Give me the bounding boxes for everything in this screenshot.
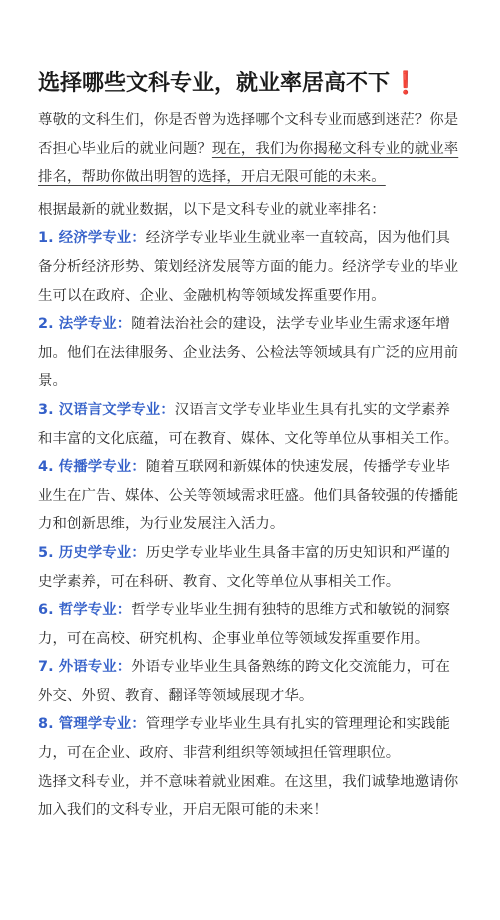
item-title: 5. 历史学专业： [38,544,146,561]
item-title: 1. 经济学专业： [38,230,146,247]
item-title: 4. 传播学专业： [38,459,146,476]
list-item-economics [38,224,464,310]
intro-text: 尊敬的文科生们，你是否曾为选择哪个文科专业而感到迷茫？你是否担心毕业后的就业问题？ [38,112,459,157]
item-title: 3. 汉语言文学专业： [38,401,175,418]
item-text: 汉语言文学专业毕业生具有扎实的文学素养和丰富的文化底蕴，可在教育、媒体、文化等单位从事相关工作。 [38,401,459,447]
page-title [38,69,419,99]
item-text: 历史学专业毕业生具备丰富的历史知识和严谨的史学素养，可在科研、教育、文化等单位从事相关工作。 [38,544,451,590]
list-item-history [38,539,464,596]
item-text: 外语专业毕业生具备熟练的跨文化交流能力，可在外交、外贸、教育、翻译等领域展现才华。 [38,659,451,704]
item-text: 随着法治社会的建设，法学专业毕业生需求逐年增加。他们在法律服务、企业法务、公检法等领域具有广泛的应用前景。 [38,316,459,390]
item-text: 随着互联网和新媒体的快速发展，传播学专业毕业生在广告、媒体、公关等领域需求旺盛。他们具备较强的传播能力和创新思维，为行业发展注入活力。 [38,459,459,533]
list-item-foreign-languages [38,653,464,710]
item-title: 2. 法学专业： [38,316,132,333]
list-item-law [38,310,464,396]
item-title: 6. 哲学专业： [38,602,132,619]
page-title-text: 选择哪些文科专业，就业率居高不下 [38,70,391,96]
intro-paragraph [38,106,464,192]
item-text: 经济学专业毕业生就业率一直较高，因为他们具备分析经济形势、策划经济发展等方面的能力。经济学专业的毕业生可以在政府、企业、金融机构等领域发挥重要作用。 [38,230,459,304]
item-text: 哲学专业毕业生拥有独特的思维方式和敏锐的洞察力，可在高校、研究机构、企事业单位等领域发挥重要作用。 [38,602,451,647]
list-item-philosophy [38,596,464,653]
closing-paragraph: 选择文科专业，并不意味着就业困难。在这里，我们诚挚地邀请你加入我们的文科专业，开启无限可能的未来！ [38,773,459,819]
lead-paragraph: 根据最新的就业数据，以下是文科专业的就业率排名： [38,201,386,218]
item-title: 7. 外语专业： [38,659,132,676]
item-title: 8. 管理学专业： [38,716,146,733]
intro-underlined-text: 现在，我们为你揭秘文科专业的就业率排名，帮助你做出明智的选择，开启无限可能的未来。 [38,140,459,186]
exclamation-icon: ❗ [392,70,420,96]
list-item-chinese-literature [38,396,464,453]
item-text: 管理学专业毕业生具有扎实的管理理论和实践能力，可在企业、政府、非营利组织等领域担任管理职位。 [38,716,451,762]
list-item-management [38,710,464,767]
article-body [38,106,464,825]
list-item-communication [38,453,464,539]
